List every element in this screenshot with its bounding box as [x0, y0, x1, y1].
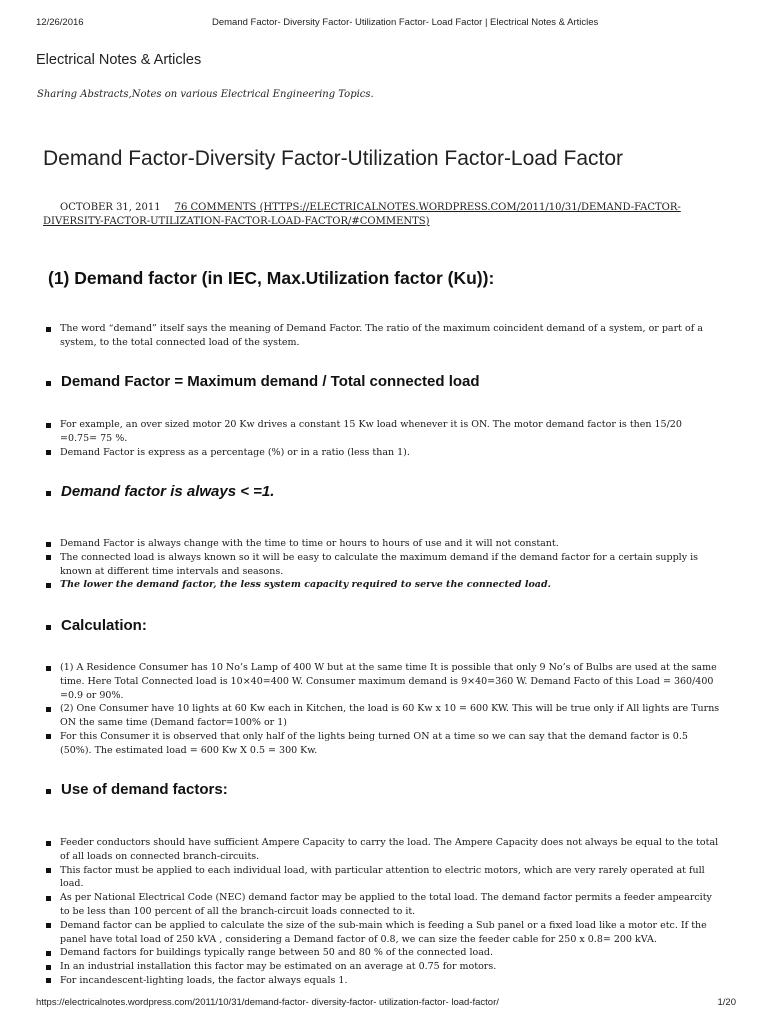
print-page-number: 1/20 — [717, 997, 736, 1008]
list-item: For incandescent-lighting loads, the factor always equals 1. — [43, 974, 721, 988]
list-item: (1) A Residence Consumer has 10 No’s Lamp of 400 W but at the same time It is possible that only 9 No’s of Bulbs are used at the same time. Here Total Connected load is 10×40=400 W. Consumer maximum demand is 9×40=360 W. Demand Facto of this Load = 360/400 =0.9 or 90%. — [43, 661, 721, 702]
use-list — [43, 836, 721, 988]
list-item: Demand factor can be applied to calculate the size of the sub-main which is feeding a Sub panel or a fixed load like a motor etc. If the panel have total load of 250 kVA , considering a Demand factor of 0.8, we can size the feeder cable for 250 x 0.8= 200 kVA. — [43, 919, 721, 947]
notes-list — [43, 537, 721, 592]
list-item: In an industrial installation this factor may be estimated on an average at 0.75 for motors. — [43, 960, 721, 974]
list-item: As per National Electrical Code (NEC) demand factor may be applied to the total load. The demand factor permits a feeder ampearcity to be less than 100 percent of all the branch-circuit loads connected to it. — [43, 891, 721, 919]
examples-list — [43, 418, 721, 459]
print-date: 12/26/2016 — [36, 17, 84, 28]
always-heading: Demand factor is always < =1. — [43, 483, 274, 500]
calculation-heading: Calculation: — [43, 617, 147, 634]
intro-list — [43, 322, 721, 350]
list-item: Demand factors for buildings typically range between 50 and 80 % of the connected load. — [43, 946, 721, 960]
list-item: Demand Factor is express as a percentage (%) or in a ratio (less than 1). — [43, 446, 721, 460]
post-title: Demand Factor-Diversity Factor-Utilization Factor-Load Factor — [43, 147, 624, 170]
site-title[interactable]: Electrical Notes & Articles — [36, 52, 202, 68]
section-heading-demand-factor: (1) Demand factor (in IEC, Max.Utilization factor (Ku)): — [48, 268, 495, 288]
comments-link[interactable]: 76 COMMENTS (HTTPS://ELECTRICALNOTES.WORDPRESS.COM/2011/10/31/DEMAND-FACTOR-DIVERSITY-FACTOR-UTILIZATION-FACTOR-LOAD-FACTOR/#COMMENTS) — [43, 202, 681, 227]
use-heading: Use of demand factors: — [43, 781, 228, 798]
calculation-list — [43, 661, 721, 758]
formula-heading: Demand Factor = Maximum demand / Total connected load — [43, 373, 480, 390]
post-meta — [43, 201, 713, 229]
list-item: The word “demand” itself says the meaning of Demand Factor. The ratio of the maximum coincident demand of a system, or part of a system, to the total connected load of the system. — [43, 322, 721, 350]
print-url: https://electricalnotes.wordpress.com/2011/10/31/demand-factor- diversity-factor- utilization-factor- load-factor/ — [36, 997, 499, 1008]
list-item: This factor must be applied to each individual load, with particular attention to electric motors, which are very rarely operated at full load. — [43, 864, 721, 892]
print-page-title: Demand Factor- Diversity Factor- Utilization Factor- Load Factor | Electrical Notes & Articles — [212, 17, 599, 28]
site-tagline: Sharing Abstracts,Notes on various Electrical Engineering Topics. — [37, 89, 374, 100]
list-item: The lower the demand factor, the less system capacity required to serve the connected load. — [43, 578, 721, 592]
list-item: Demand Factor is always change with the time to time or hours to hours of use and it will not constant. — [43, 537, 721, 551]
list-item: For this Consumer it is observed that only half of the lights being turned ON at a time so we can say that the demand factor is 0.5 (50%). The estimated load = 600 Kw X 0.5 = 300 Kw. — [43, 730, 721, 758]
print-footer — [36, 997, 736, 1008]
list-item: Feeder conductors should have sufficient Ampere Capacity to carry the load. The Ampere Capacity does not always be equal to the total of all loads on connected branch-circuits. — [43, 836, 721, 864]
post-date[interactable]: OCTOBER 31, 2011 — [60, 202, 161, 213]
list-item: The connected load is always known so it will be easy to calculate the maximum demand if the demand factor for a certain supply is known at different time intervals and seasons. — [43, 551, 721, 579]
list-item: For example, an over sized motor 20 Kw drives a constant 15 Kw load whenever it is ON. The motor demand factor is then 15/20 =0.75= 75 %. — [43, 418, 721, 446]
list-item: (2) One Consumer have 10 lights at 60 Kw each in Kitchen, the load is 60 Kw x 10 = 600 KW. This will be true only if All lights are Turns ON the same time (Demand factor=100% or 1) — [43, 702, 721, 730]
